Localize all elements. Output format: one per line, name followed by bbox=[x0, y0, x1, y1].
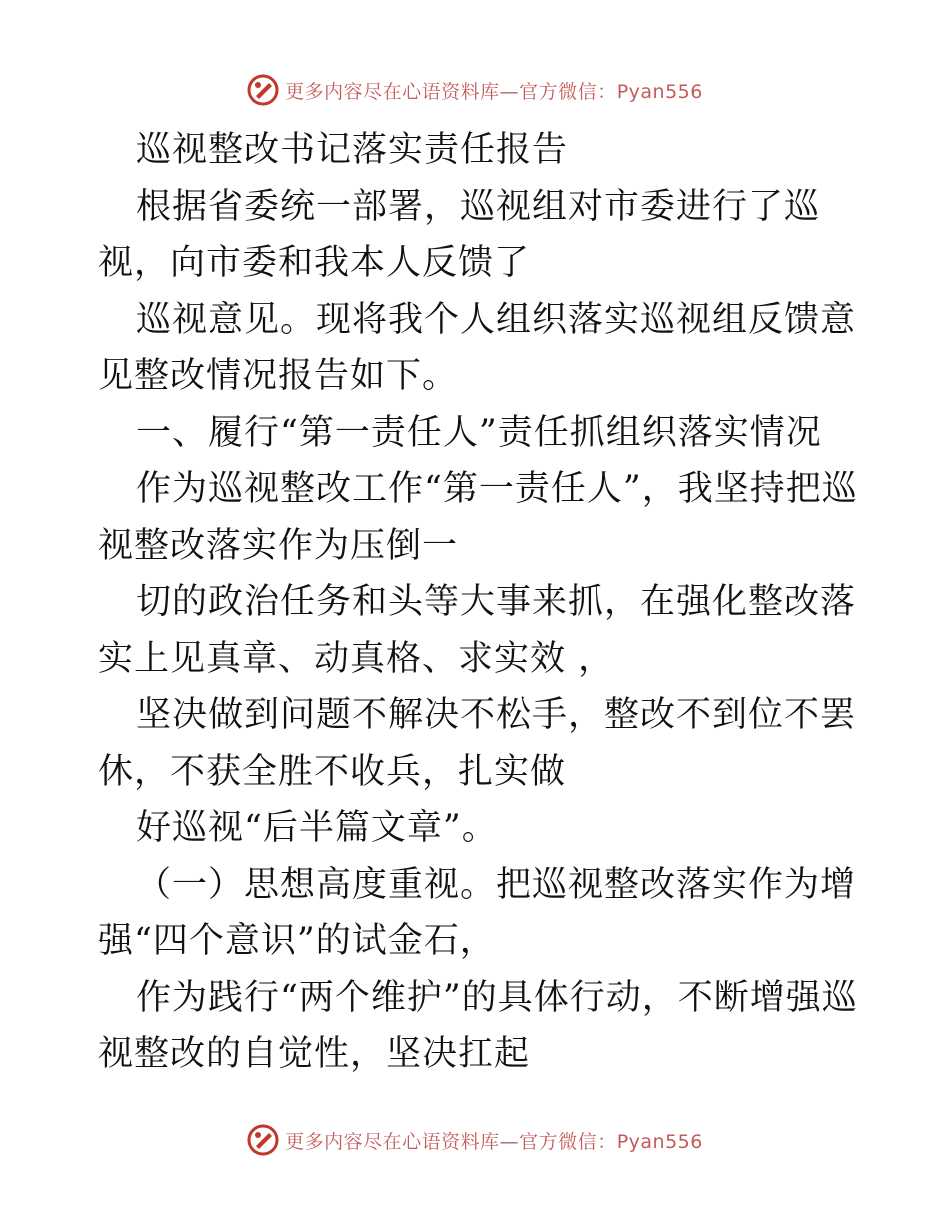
paragraph: 作为践行“两个维护”的具体行动，不断增强巡视整改的自觉性，坚决扛起 bbox=[98, 977, 858, 1074]
watermark-handle: Pyan556 bbox=[616, 1130, 703, 1153]
paragraph: 根据省委统一部署，巡视组对市委进行了巡视，向市委和我本人反馈了 bbox=[98, 186, 821, 283]
watermark-text bbox=[285, 1127, 703, 1154]
watermark-brand: 更多内容尽在心语资料库 bbox=[285, 1130, 500, 1153]
paragraph: 切的政治任务和头等大事来抓，在强化整改落实上见真章、动真格、求实效 ， bbox=[98, 582, 857, 679]
paragraph: 巡视意见。现将我个人组织落实巡视组反馈意见整改情况报告如下。 bbox=[98, 299, 857, 396]
paragraph: 坚决做到问题不解决不松手，整改不到位不罢休，不获全胜不收兵，扎实做 bbox=[98, 695, 857, 792]
logo-icon bbox=[247, 74, 279, 106]
logo-icon bbox=[247, 1124, 279, 1156]
watermark-label: 官方微信： bbox=[519, 1130, 617, 1153]
section-heading: 一、履行“第一责任人”责任抓组织落实情况 bbox=[136, 412, 822, 453]
watermark-brand: 更多内容尽在心语资料库 bbox=[285, 80, 500, 103]
watermark-label: 官方微信： bbox=[519, 80, 617, 103]
paragraph: 作为巡视整改工作“第一责任人”，我坚持把巡视整改落实作为压倒一 bbox=[98, 469, 858, 566]
paragraph: （一）思想高度重视。把巡视整改落实作为增强“四个意识”的试金石， bbox=[98, 864, 857, 961]
footer-watermark bbox=[0, 1120, 950, 1160]
header-watermark bbox=[0, 70, 950, 110]
paragraph: 好巡视“后半篇文章”。 bbox=[136, 808, 498, 848]
watermark-handle: Pyan556 bbox=[616, 80, 703, 103]
watermark-dash: — bbox=[499, 1130, 520, 1153]
document-title: 巡视整改书记落实责任报告 bbox=[136, 130, 569, 170]
watermark-dash: — bbox=[499, 80, 520, 103]
document-body bbox=[98, 122, 858, 1083]
watermark-text bbox=[285, 77, 703, 104]
